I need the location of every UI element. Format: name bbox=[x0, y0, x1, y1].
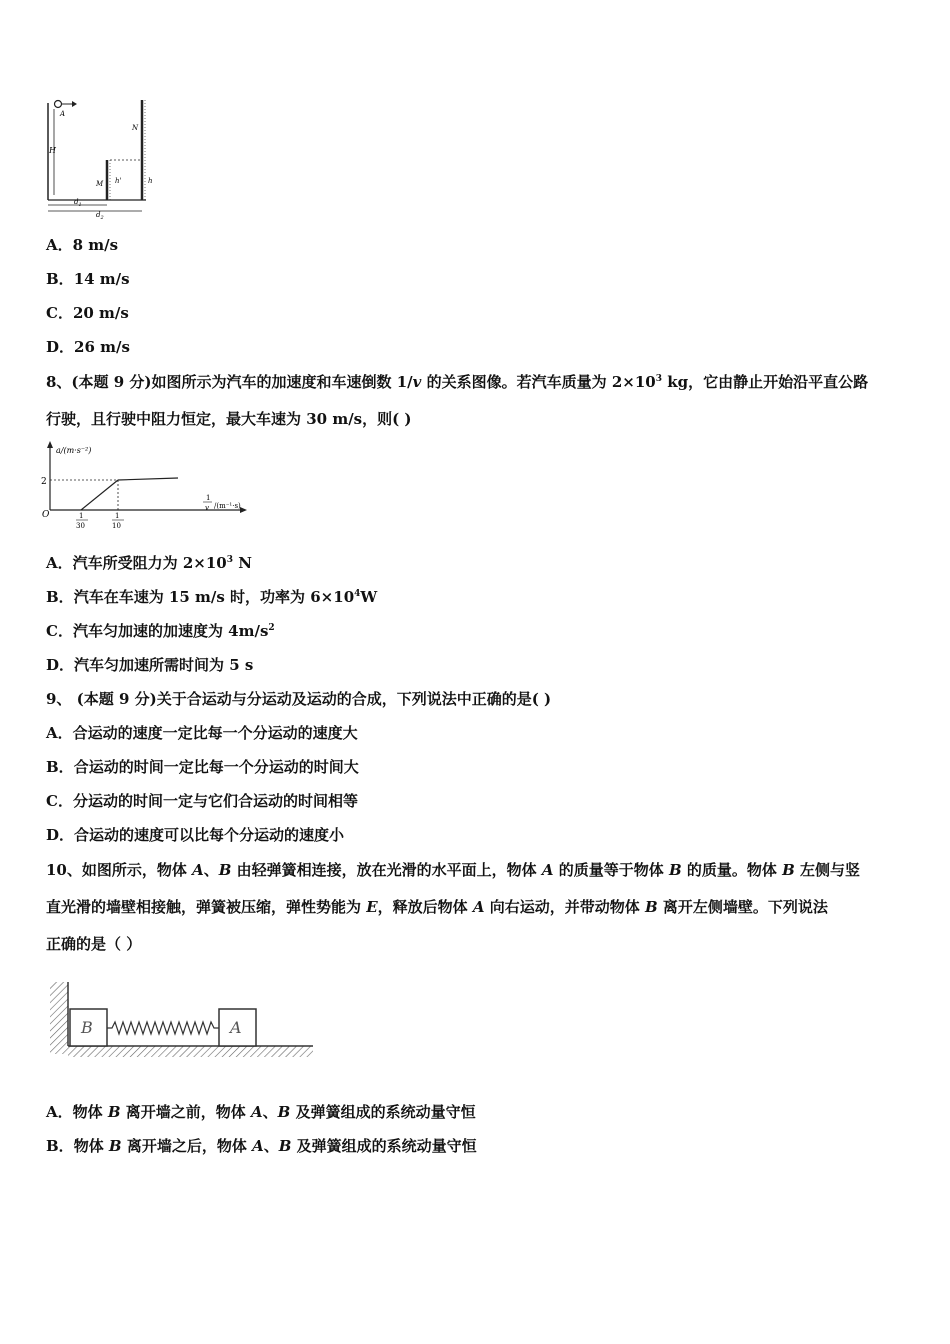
spring-icon bbox=[107, 1022, 219, 1034]
q9-stem: 9、 (本题 9 分)关于合运动与分运动及运动的合成，下列说法中正确的是( ) bbox=[46, 690, 552, 708]
svg-text:M: M bbox=[96, 180, 104, 188]
svg-text:d1: $d_1$ bbox=[74, 198, 82, 208]
svg-text:h': h' bbox=[115, 177, 122, 185]
q7-diagram bbox=[38, 95, 168, 220]
q7-option-d: D．26 m/s bbox=[46, 338, 130, 356]
q7-option-c: C．20 m/s bbox=[46, 304, 129, 322]
svg-text:d2: $d_2$ bbox=[96, 211, 104, 220]
q10-diagram bbox=[46, 978, 318, 1062]
q10-option-a: A．物体 B 离开墙之前，物体 A、B 及弹簧组成的系统动量守恒 bbox=[46, 1103, 476, 1121]
q9-option-b: B．合运动的时间一定比每一个分运动的时间大 bbox=[46, 758, 359, 776]
q9-option-c: C．分运动的时间一定与它们合运动的时间相等 bbox=[46, 792, 358, 810]
svg-text:H: H bbox=[49, 146, 56, 155]
q7-option-b: B．14 m/s bbox=[46, 270, 130, 288]
svg-text:/(m⁻¹·s): /(m⁻¹·s) bbox=[214, 502, 241, 510]
q8-stem-line2: 行驶，且行驶中阻力恒定，最大车速为 30 m/s，则( ) bbox=[46, 410, 412, 428]
svg-text:v: v bbox=[205, 504, 209, 512]
svg-text:A: A bbox=[230, 1018, 242, 1037]
svg-text:1: 1 bbox=[206, 494, 211, 502]
q10-stem-line2: 直光滑的墙壁相接触，弹簧被压缩，弹性势能为 E，释放后物体 A 向右运动，并带动物体 B 离开左侧墙壁。下列说法 bbox=[46, 898, 828, 916]
q9-option-a: A．合运动的速度一定比每一个分运动的速度大 bbox=[46, 724, 358, 742]
svg-text:B: B bbox=[81, 1018, 93, 1037]
q8-stem-line1: 8、(本题 9 分)如图所示为汽车的加速度和车速倒数 1/v 的关系图像。若汽车质量为 $2\times 10^3$ kg，它由静止开始沿平直公路 bbox=[46, 373, 869, 391]
q10-stem-line3: 正确的是（ ） bbox=[46, 935, 142, 953]
svg-text:1: 1 bbox=[79, 512, 84, 520]
q8-option-b: B．汽车在车速为 15 m/s 时，功率为 $6\times 10^4W$ bbox=[46, 588, 378, 606]
q8-option-d: D．汽车匀加速所需时间为 5 s bbox=[46, 656, 254, 674]
q9-option-d: D．合运动的速度可以比每个分运动的速度小 bbox=[46, 826, 345, 844]
svg-text:2: 2 bbox=[41, 477, 47, 487]
q7-option-a: A．8 m/s bbox=[46, 236, 119, 254]
svg-text:30: 30 bbox=[76, 522, 85, 530]
svg-text:N: N bbox=[132, 124, 139, 132]
svg-text:A: A bbox=[60, 110, 66, 118]
q10-stem-line1: 10、如图所示，物体 A、B 由轻弹簧相连接，放在光滑的水平面上，物体 A 的质量等于物体 B 的质量。物体 B 左侧与竖 bbox=[46, 861, 861, 879]
svg-text:h: h bbox=[148, 177, 153, 185]
q8-option-a: A．汽车所受阻力为 $2\times 10^3$ N bbox=[46, 554, 252, 572]
svg-text:a/(m·s⁻²): a/(m·s⁻²) bbox=[56, 446, 92, 455]
svg-text:1: 1 bbox=[115, 512, 120, 520]
svg-text:10: 10 bbox=[112, 522, 121, 530]
q8-graph bbox=[38, 438, 258, 533]
q10-option-b: B．物体 B 离开墙之后，物体 A、B 及弹簧组成的系统动量守恒 bbox=[46, 1137, 477, 1155]
q8-option-c: C．汽车匀加速的加速度为 $4m/s^2$ bbox=[46, 622, 275, 640]
svg-text:O: O bbox=[42, 510, 50, 520]
ball-icon bbox=[55, 101, 62, 108]
